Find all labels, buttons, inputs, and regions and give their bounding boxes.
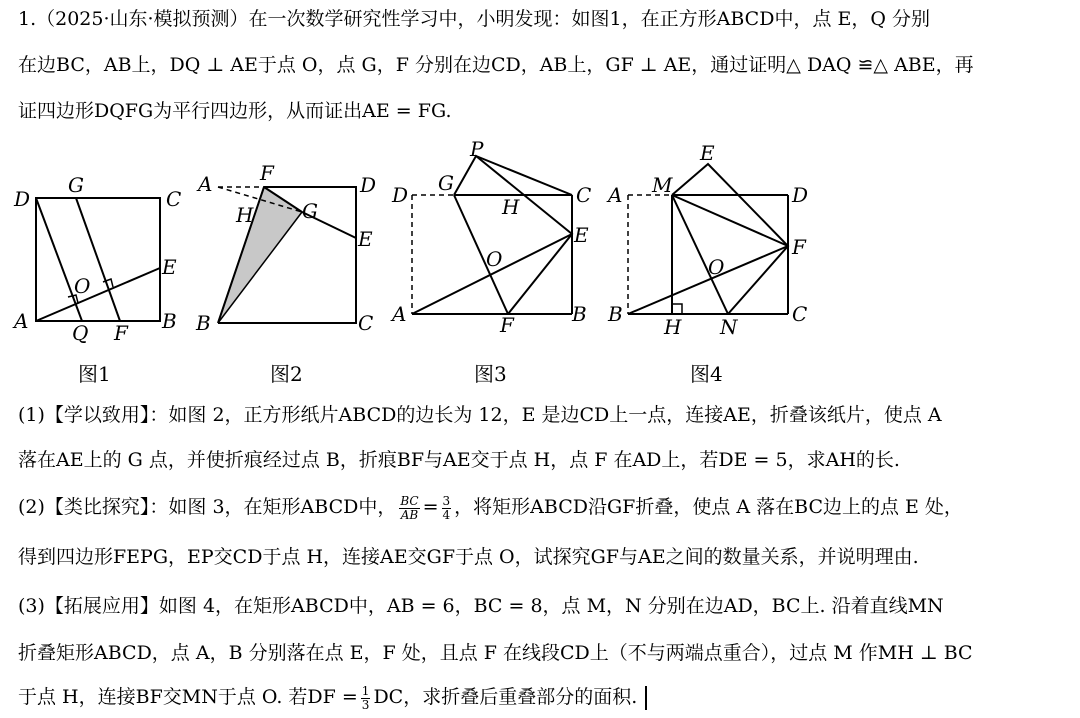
fig2-shaded-triangle	[218, 187, 302, 323]
intro-line-2: 在边BC，AB上，DQ ⊥ AE于点 O，点 G，F 分别在边CD，AB上，GF ⊥ AE，通过证明△ DAQ ≌△ ABE，再	[18, 54, 974, 76]
fig4-label-A: A	[608, 183, 623, 207]
figure-4	[604, 138, 822, 342]
ratio-equals: =	[422, 496, 439, 518]
caption-fig1: 图1	[78, 362, 111, 386]
part2-text-post: ，将矩形ABCD沿GF折叠，使点 A 落在BC边上的点 E 处，	[454, 496, 963, 518]
fig1-label-G: G	[68, 173, 84, 197]
df-numerator: 1	[361, 683, 370, 698]
fig4-label-O: O	[708, 255, 725, 279]
part2-text-pre: (2)【类比探究】：如图 3，在矩形ABCD中，	[18, 496, 397, 518]
fig4-label-D: D	[792, 183, 809, 207]
caption-fig3: 图3	[474, 362, 507, 386]
intro-line-1: 1.（2025·山东·模拟预测）在一次数学研究性学习中，小明发现：如图1，在正方形ABCD中，点 E，Q 分别	[18, 8, 930, 30]
df-fraction	[361, 685, 371, 712]
fig4-label-B: B	[608, 302, 623, 326]
part3-line-3	[18, 684, 647, 712]
fig1-label-O: O	[74, 274, 91, 298]
fig4-label-H: H	[664, 315, 682, 339]
value-numerator: 3	[442, 493, 451, 508]
part2-line-2: 得到四边形FEPG，EP交CD于点 H，连接AE交GF于点 O，试探究GF与AE之间的数量关系，并说明理由.	[18, 546, 919, 568]
value-fraction	[442, 495, 452, 522]
fig1-label-E: E	[162, 255, 177, 279]
fig3-label-H: H	[502, 195, 520, 219]
ratio-numerator: BC	[400, 493, 419, 508]
df-denominator: 3	[361, 697, 370, 712]
part1-line-1: (1)【学以致用】：如图 2，正方形纸片ABCD的边长为 12，E 是边CD上一点，连接AE，折叠该纸片，使点 A	[18, 404, 942, 426]
part3-text-post: DC，求折叠后重叠部分的面积.	[373, 686, 638, 708]
fig2-label-G: G	[302, 199, 318, 223]
part3-line-1: (3)【拓展应用】如图 4，在矩形ABCD中，AB = 6，BC = 8，点 M，N 分别在边AD，BC上. 沿着直线MN	[18, 595, 944, 617]
part1-line-2: 落在AE上的 G 点，并使折痕经过点 B，折痕BF与AE交于点 H，点 F 在AD上，若DE = 5，求AH的长.	[18, 449, 900, 471]
fig3-label-G: G	[438, 171, 454, 195]
figure-3	[388, 138, 600, 342]
part3-text-pre: 于点 H，连接BF交MN于点 O. 若DF =	[18, 686, 358, 708]
fig2-label-F: F	[260, 161, 274, 185]
part3-line-2: 折叠矩形ABCD，点 A，B 分别落在点 E，F 处，且点 F 在线段CD上（不与两端点重合），过点 M 作MH ⊥ BC	[18, 642, 973, 664]
ratio-denominator: AB	[400, 507, 419, 522]
fig4-label-F: F	[792, 235, 806, 259]
caption-fig2: 图2	[270, 362, 303, 386]
fig1-label-C: C	[166, 187, 182, 211]
fig4-label-E: E	[700, 141, 715, 165]
fig3-label-D: D	[392, 183, 409, 207]
fig4-label-N: N	[720, 315, 738, 339]
fig1-label-A: A	[14, 309, 29, 333]
fig3-label-A: A	[392, 302, 407, 326]
value-denominator: 4	[442, 507, 451, 522]
fig3-label-B: B	[572, 302, 587, 326]
fig3-label-E: E	[574, 223, 589, 247]
fig2-label-D: D	[360, 173, 377, 197]
figure-1	[10, 168, 190, 343]
fig2-label-A: A	[198, 172, 213, 196]
fig1-label-F: F	[114, 321, 128, 343]
fig2-label-H: H	[236, 203, 254, 227]
fig3-label-P: P	[470, 138, 484, 161]
fig1-label-D: D	[14, 187, 31, 211]
figure-2	[192, 160, 382, 342]
fig1-label-Q: Q	[72, 321, 89, 343]
fig4-label-M: M	[652, 173, 673, 197]
fig2-label-C: C	[358, 311, 374, 335]
ratio-fraction	[399, 495, 419, 522]
fig3-label-C: C	[576, 183, 592, 207]
part2-line-1	[18, 494, 963, 522]
intro-line-3: 证四边形DQFG为平行四边形，从而证出AE = FG.	[18, 100, 452, 122]
caption-fig4: 图4	[690, 362, 723, 386]
fig1-label-B: B	[162, 309, 177, 333]
fig2-label-E: E	[358, 227, 373, 251]
fig4-label-C: C	[792, 302, 808, 326]
fig3-label-O: O	[486, 247, 503, 271]
fig2-label-B: B	[196, 311, 211, 335]
fig3-label-F: F	[500, 313, 514, 337]
text-cursor	[645, 686, 647, 710]
